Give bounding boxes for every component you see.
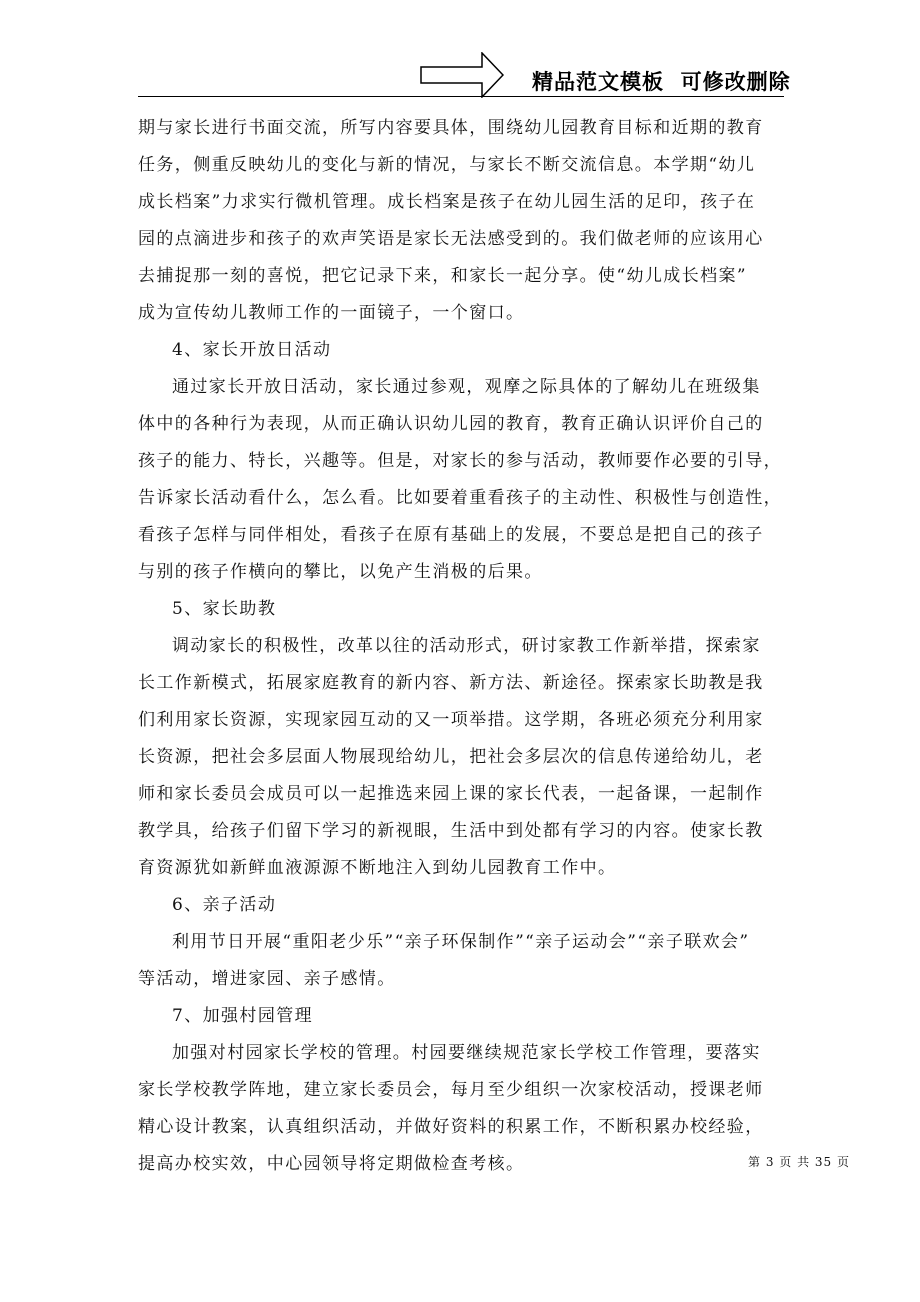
document-body	[138, 110, 792, 1183]
arrow-right-icon	[420, 52, 504, 98]
text-line: 等活动，增进家园、亲子感情。	[138, 969, 396, 989]
text-line: 们利用家长资源，实现家园互动的又一项举措。这学期，各班必须充分利用家	[138, 710, 764, 730]
text-line: 加强对村园家长学校的管理。村园要继续规范家长学校工作管理，要落实	[172, 1043, 761, 1063]
text-line: 师和家长委员会成员可以一起推选来园上课的家长代表，一起备课，一起制作	[138, 784, 764, 804]
text-line: 通过家长开放日活动，家长通过参观，观摩之际具体的了解幼儿在班级集	[172, 377, 761, 397]
text-line: 利用节日开展“重阳老少乐”“亲子环保制作”“亲子运动会”“亲子联欢会”	[172, 932, 750, 952]
text-line: 育资源犹如新鲜血液源源不断地注入到幼儿园教育工作中。	[138, 858, 617, 878]
text-line: 长资源，把社会多层面人物展现给幼儿，把社会多层次的信息传递给幼儿，老	[138, 747, 764, 767]
page-number: 第 3 页 共 35 页	[748, 1155, 850, 1169]
text-line: 告诉家长活动看什么，怎么看。比如要着重看孩子的主动性、积极性与创造性，	[138, 488, 782, 508]
text-line: 长工作新模式，拓展家庭教育的新内容、新方法、新途径。探索家长助教是我	[138, 673, 764, 693]
header-divider	[138, 96, 784, 97]
header-title: 精品范文模板 可修改删除	[532, 70, 791, 94]
text-line: 7、加强村园管理	[172, 1006, 314, 1026]
text-line: 家长学校教学阵地，建立家长委员会，每月至少组织一次家校活动，授课老师	[138, 1080, 764, 1100]
text-line: 体中的各种行为表现，从而正确认识幼儿园的教育，教育正确认识评价自己的	[138, 414, 764, 434]
text-line: 调动家长的积极性，改革以往的活动形式，研讨家教工作新举措，探索家	[172, 636, 761, 656]
text-line: 5、家长助教	[172, 599, 277, 619]
text-line: 园的点滴进步和孩子的欢声笑语是家长无法感受到的。我们做老师的应该用心	[138, 229, 764, 249]
text-line: 期与家长进行书面交流，所写内容要具体，围绕幼儿园教育目标和近期的教育	[138, 118, 764, 138]
text-line: 精心设计教案，认真组织活动，并做好资料的积累工作，不断积累办校经验，	[138, 1117, 764, 1137]
text-line: 教学具，给孩子们留下学习的新视眼，生活中到处都有学习的内容。使家长教	[138, 821, 764, 841]
text-line: 任务，侧重反映幼儿的变化与新的情况，与家长不断交流信息。本学期“幼儿	[138, 155, 756, 175]
text-line: 看孩子怎样与同伴相处，看孩子在原有基础上的发展，不要总是把自己的孩子	[138, 525, 764, 545]
text-line: 与别的孩子作横向的攀比，以免产生消极的后果。	[138, 562, 543, 582]
text-line: 6、亲子活动	[172, 895, 277, 915]
text-line: 成长档案”力求实行微机管理。成长档案是孩子在幼儿园生活的足印，孩子在	[138, 192, 756, 212]
text-line: 孩子的能力、特长，兴趣等。但是，对家长的参与活动，教师要作必要的引导，	[138, 451, 782, 471]
text-line: 成为宣传幼儿教师工作的一面镜子，一个窗口。	[138, 303, 525, 323]
text-line: 提高办校实效，中心园领导将定期做检查考核。	[138, 1154, 525, 1174]
text-line: 去捕捉那一刻的喜悦，把它记录下来，和家长一起分享。使“幼儿成长档案”	[138, 266, 747, 286]
text-line: 4、家长开放日活动	[172, 340, 332, 360]
